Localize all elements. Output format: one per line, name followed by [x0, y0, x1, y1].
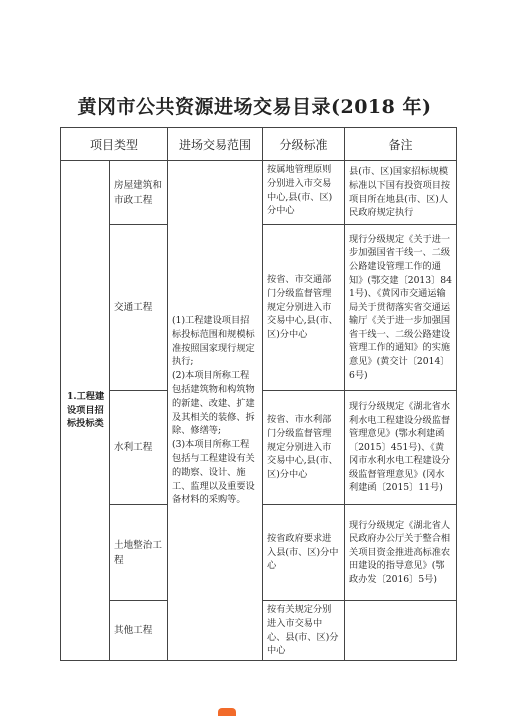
table-row [61, 161, 457, 225]
level-cell: 按省、市交通部门分级监督管理规定分别进入市交易中心,县(市、区)分中心 [263, 225, 345, 391]
scope-text: (1)工程建设项目招标投标范围和规模标准按照国家现行规定执行; (2)本项目所称工程包括建筑物和构筑物的新建、改建、扩建及其相关的装修、拆除、修缮等; (3)本项目所称工程包括与工程建设有关的勘察、设计、施工、监理以及重要设备材料的采购等。 [172, 315, 255, 506]
subtype-cell: 其他工程 [110, 601, 168, 661]
header-note: 备注 [345, 128, 457, 161]
page-title: 黄冈市公共资源进场交易目录(2018 年) [77, 96, 432, 118]
category-cell: 1.工程建设项目招标投标类 [61, 161, 110, 661]
scope-cell [168, 161, 263, 661]
level-cell: 按省、市水利部门分级监督管理规定分别进入市交易中心,县(市、区)分中心 [263, 391, 345, 505]
page-corner-mark [218, 708, 236, 716]
note-cell: 现行分级规定《湖北省水利水电工程建设分级监督管理意见》(鄂水利建函〔2015〕451号)、《黄冈市水利水电工程建设分级监督管理意见》(冈水利建函〔2015〕11号) [345, 391, 457, 505]
level-cell: 按属地管理原则分别进入市交易中心,县(市、区)分中心 [263, 161, 345, 225]
level-cell: 按有关规定分别进入市交易中心、县(市、区)分中心 [263, 601, 345, 661]
level-cell: 按省政府要求进入县(市、区)分中心 [263, 505, 345, 601]
header-project-type: 项目类型 [61, 128, 168, 161]
note-cell: 现行分级规定《湖北省人民政府办公厅关于整合相关项目资金推进高标准农田建设的指导意见》(鄂政办发〔2016〕5号) [345, 505, 457, 601]
subtype-cell: 交通工程 [110, 225, 168, 391]
subtype-cell: 土地整治工程 [110, 505, 168, 601]
subtype-cell: 水利工程 [110, 391, 168, 505]
table-header-row [61, 128, 457, 161]
catalog-table [60, 127, 457, 661]
note-cell: 现行分级规定《关于进一步加强国省干线一、二级公路建设管理工作的通知》(鄂交建〔2013〕841号)、《黄冈市交通运输局关于贯彻落实省交通运输厅《关于进一步加强国省干线一、二级公路建设管理工作的通知》的实施意见》(黄交计〔2014〕6号) [345, 225, 457, 391]
note-cell: 县(市、区)国家招标规模标准以下国有投资项目按项目所在地县(市、区)人民政府规定执行 [345, 161, 457, 225]
header-scope: 进场交易范围 [168, 128, 263, 161]
subtype-cell: 房屋建筑和市政工程 [110, 161, 168, 225]
note-cell [345, 601, 457, 661]
header-level: 分级标准 [263, 128, 345, 161]
